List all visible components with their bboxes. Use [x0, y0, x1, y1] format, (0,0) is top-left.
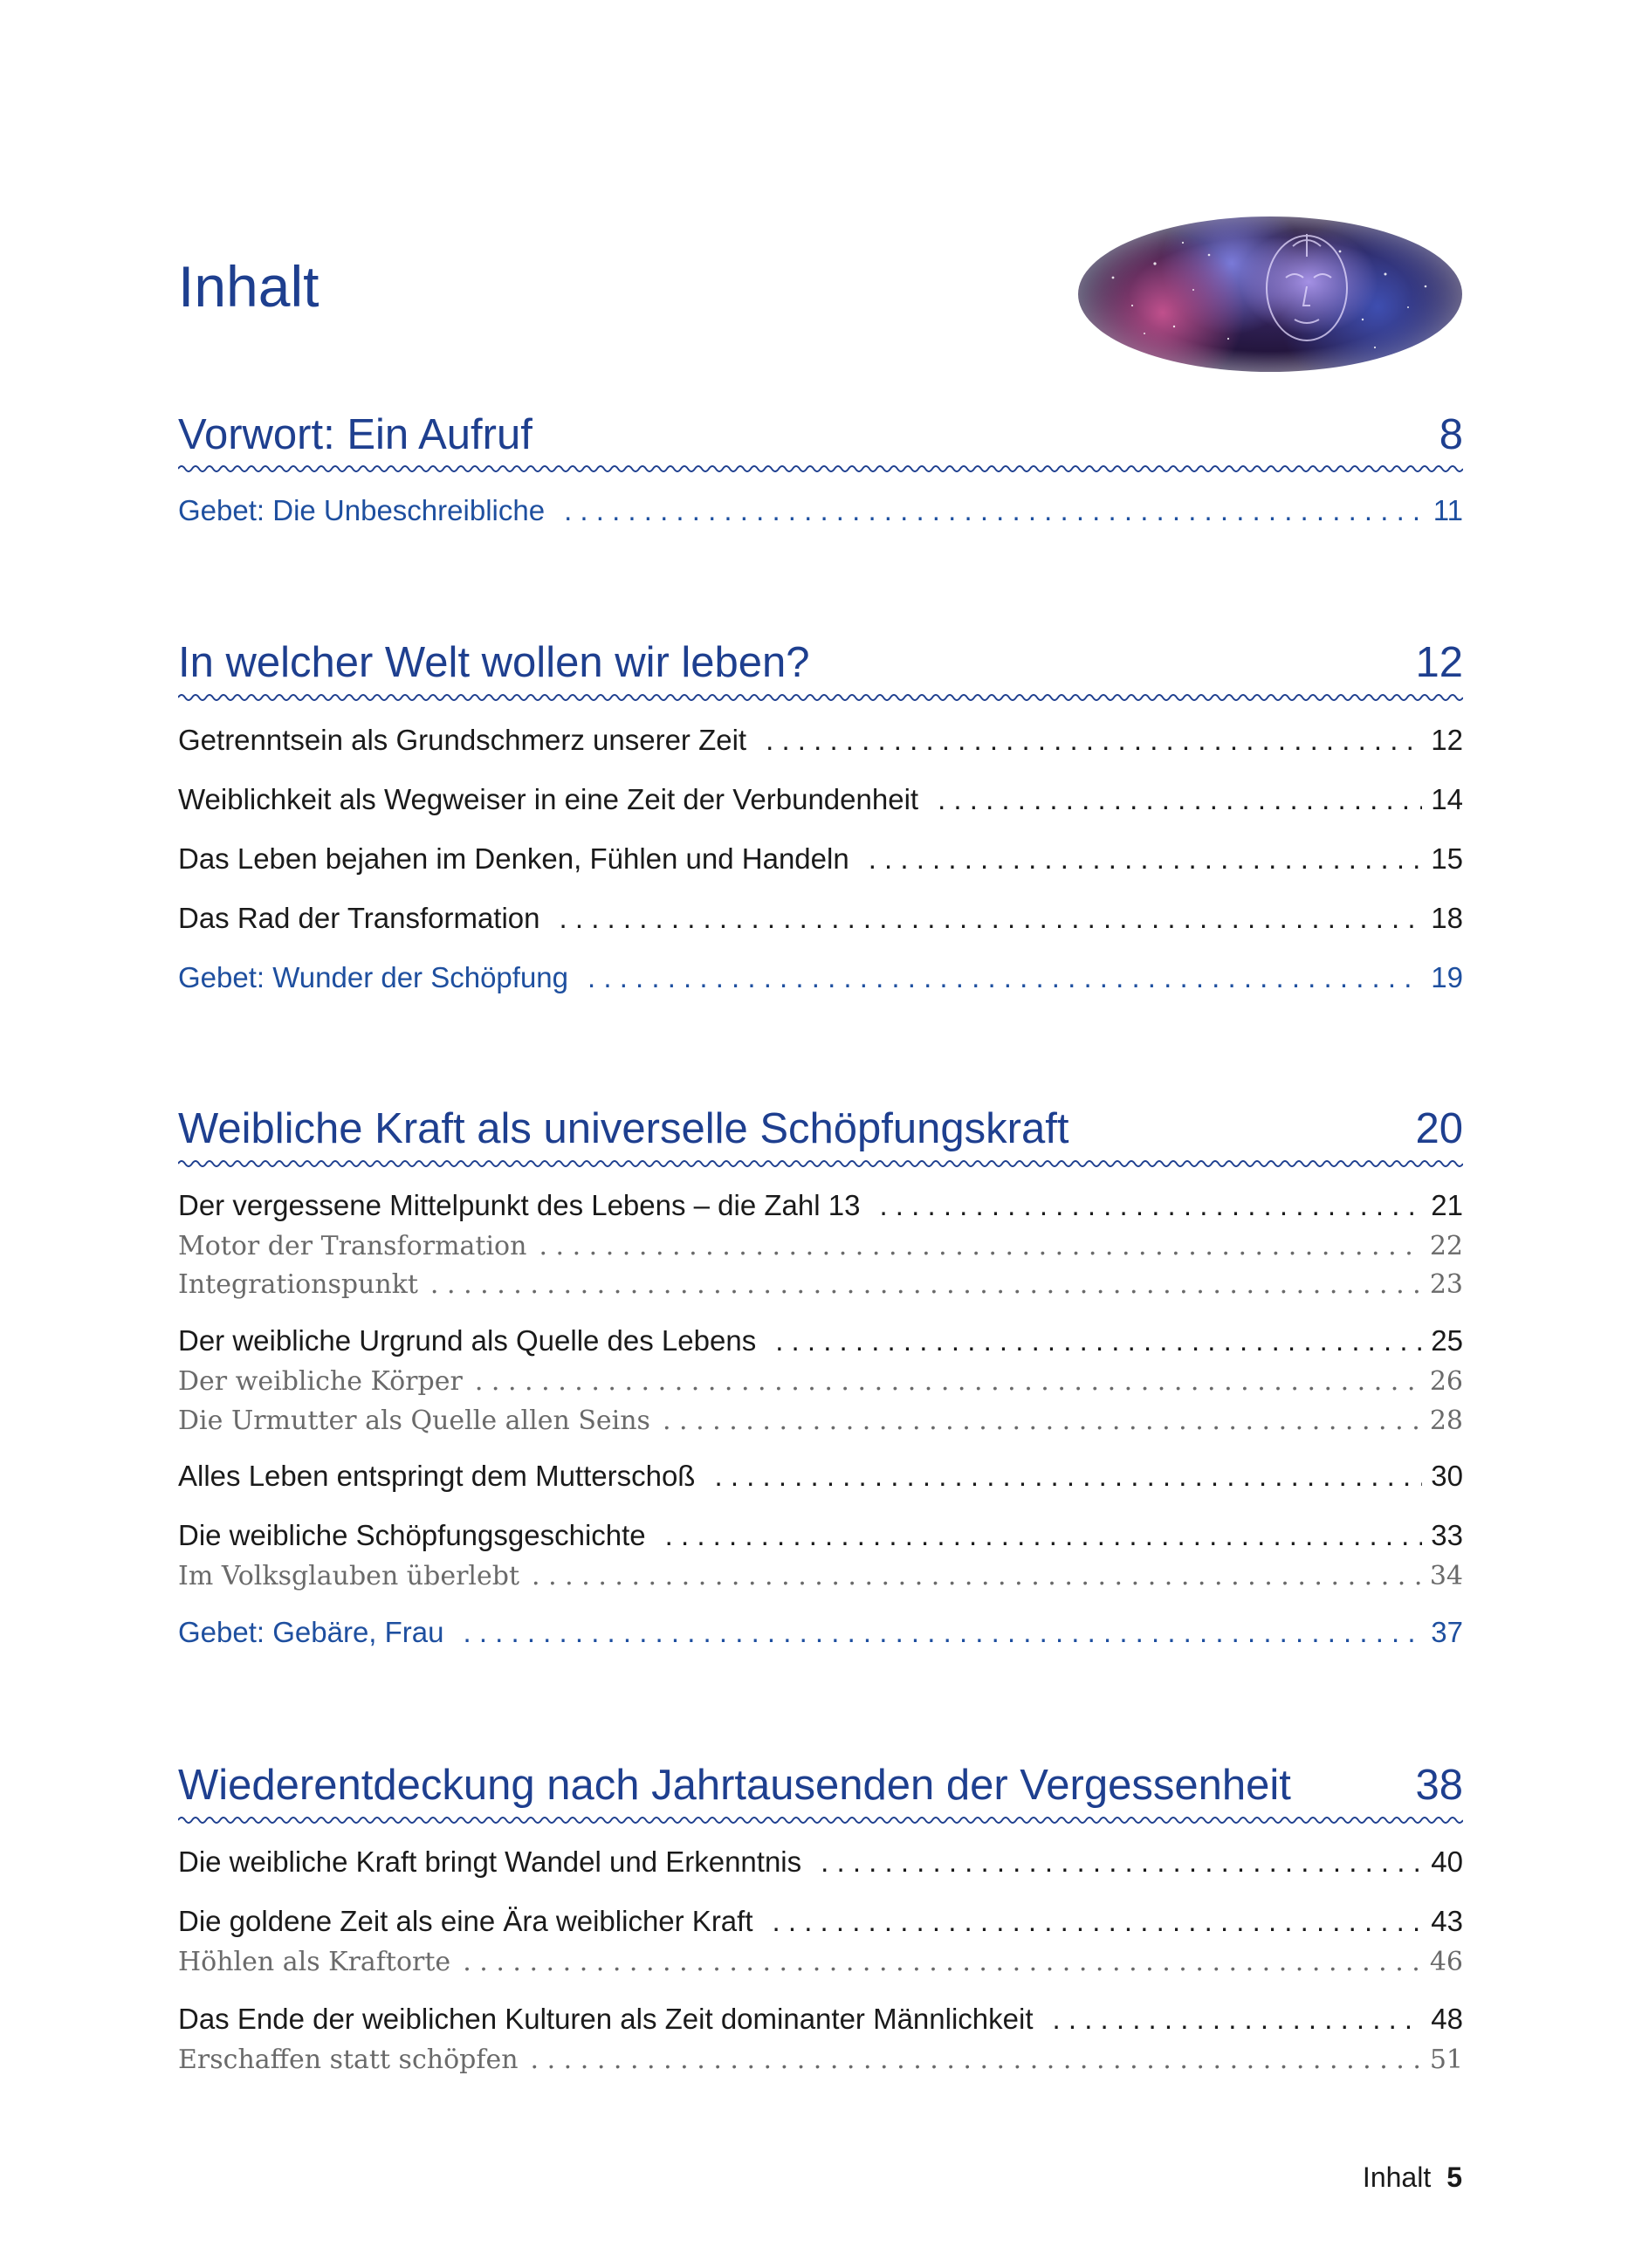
entry-page: 26 — [1429, 1366, 1463, 1397]
toc-subentry[interactable] — [178, 1366, 1463, 1397]
dot-leader — [938, 785, 1422, 814]
toc-entry[interactable] — [178, 2003, 1463, 2036]
toc-chapter[interactable] — [178, 1104, 1463, 1153]
entry-page: 46 — [1429, 1947, 1463, 1977]
entry-page: 18 — [1431, 902, 1463, 934]
toc-subentry[interactable] — [178, 1405, 1463, 1436]
dot-leader — [560, 904, 1423, 932]
dot-leader — [587, 963, 1422, 992]
chapter-title: Weibliche Kraft als universelle Schöpfungskraft — [178, 1105, 1069, 1152]
dot-leader — [821, 1847, 1422, 1876]
page-footer — [1363, 2161, 1462, 2194]
entry-title: Das Rad der Transformation — [178, 902, 540, 934]
entry-page: 51 — [1429, 2045, 1463, 2075]
entry-page: 33 — [1431, 1519, 1463, 1551]
entry-page: 15 — [1431, 842, 1463, 875]
footer-label: Inhalt — [1362, 2161, 1432, 2193]
entry-page: 43 — [1431, 1905, 1463, 1937]
dot-leader — [775, 1326, 1422, 1355]
entry-page: 28 — [1429, 1405, 1463, 1436]
cosmic-face-illustration — [1078, 216, 1462, 372]
chapter-page: 12 — [1415, 639, 1463, 686]
toc-entry[interactable] — [178, 1189, 1463, 1222]
toc-entry[interactable] — [178, 842, 1463, 876]
dot-leader — [773, 1907, 1423, 1935]
dot-leader — [532, 1564, 1421, 1590]
toc-chapter[interactable] — [178, 638, 1463, 687]
entry-title: Alles Leben entspringt dem Mutterschoß — [178, 1460, 696, 1492]
entry-page: 40 — [1431, 1845, 1463, 1878]
wave-divider — [178, 1158, 1463, 1170]
entry-title: Weiblichkeit als Wegweiser in eine Zeit der Verbundenheit — [178, 783, 919, 815]
entry-page: 37 — [1431, 1616, 1463, 1648]
entry-title: Integrationspunkt — [178, 1269, 418, 1300]
entry-title: Das Leben bejahen im Denken, Fühlen und Handeln — [178, 842, 849, 875]
entry-title: Der weibliche Urgrund als Quelle des Lebens — [178, 1324, 757, 1357]
toc-chapter[interactable] — [178, 410, 1463, 459]
entry-title: Getrenntsein als Grundschmerz unserer Zeit — [178, 724, 747, 756]
dot-leader — [463, 1949, 1421, 1976]
entry-title: Gebet: Gebäre, Frau — [178, 1616, 444, 1648]
wave-line — [178, 1161, 1463, 1166]
dot-leader — [531, 2047, 1421, 2073]
toc-prayer[interactable] — [178, 1616, 1463, 1649]
dot-leader — [869, 844, 1423, 873]
chapter-title: In welcher Welt wollen wir leben? — [178, 639, 810, 686]
chapter-page: 8 — [1439, 411, 1463, 458]
dot-leader — [430, 1272, 1421, 1298]
entry-title: Motor der Transformation — [178, 1231, 527, 1261]
entry-page: 25 — [1431, 1324, 1463, 1357]
entry-title: Gebet: Die Unbeschreibliche — [178, 494, 546, 526]
toc-entry[interactable] — [178, 783, 1463, 816]
toc-entry[interactable] — [178, 902, 1463, 935]
dot-leader — [879, 1191, 1422, 1220]
entry-page: 22 — [1429, 1231, 1463, 1261]
entry-title: Der weibliche Körper — [178, 1366, 463, 1397]
page-number: 5 — [1446, 2161, 1462, 2193]
chapter-page: 38 — [1415, 1762, 1463, 1809]
dot-leader — [539, 1234, 1420, 1260]
toc-subentry[interactable] — [178, 1231, 1463, 1261]
wave-line — [178, 1818, 1463, 1823]
dot-leader — [766, 725, 1422, 754]
toc-prayer[interactable] — [178, 961, 1463, 994]
dot-leader — [475, 1369, 1421, 1395]
entry-title: Gebet: Wunder der Schöpfung — [178, 961, 569, 993]
toc-subentry[interactable] — [178, 1561, 1463, 1591]
entry-title: Die weibliche Schöpfungsgeschichte — [178, 1519, 646, 1551]
toc-chapter[interactable] — [178, 1761, 1463, 1810]
entry-page: 12 — [1431, 724, 1463, 756]
toc-entry[interactable] — [178, 1905, 1463, 1938]
toc-entry[interactable] — [178, 1460, 1463, 1493]
toc-entry[interactable] — [178, 1519, 1463, 1552]
chapter-page: 20 — [1415, 1105, 1463, 1152]
entry-title: Die weibliche Kraft bringt Wandel und Erkenntnis — [178, 1845, 802, 1878]
dot-leader — [1053, 2004, 1423, 2033]
entry-page: 30 — [1431, 1460, 1463, 1492]
entry-title: Im Volksglauben überlebt — [178, 1561, 520, 1591]
entry-title: Die Urmutter als Quelle allen Seins — [178, 1405, 650, 1436]
entry-page: 21 — [1431, 1189, 1463, 1221]
entry-title: Das Ende der weiblichen Kulturen als Zeit dominanter Männlichkeit — [178, 2003, 1034, 2035]
dot-leader — [714, 1461, 1422, 1490]
dot-leader — [564, 496, 1425, 525]
entry-page: 34 — [1429, 1561, 1463, 1591]
toc-entry[interactable] — [178, 724, 1463, 757]
entry-title: Die goldene Zeit als eine Ära weiblicher Kraft — [178, 1905, 753, 1937]
dot-leader — [464, 1618, 1423, 1646]
wave-divider — [178, 691, 1463, 704]
entry-page: 19 — [1431, 961, 1463, 993]
dot-leader — [663, 1408, 1421, 1434]
toc-prayer[interactable] — [178, 494, 1463, 527]
entry-page: 23 — [1429, 1269, 1463, 1300]
entry-title: Erschaffen statt schöpfen — [178, 2045, 519, 2075]
entry-title: Der vergessene Mittelpunkt des Lebens – die Zahl 13 — [178, 1189, 861, 1221]
toc-entry[interactable] — [178, 1845, 1463, 1879]
dot-leader — [665, 1521, 1423, 1550]
chapter-title: Wiederentdeckung nach Jahrtausenden der Vergessenheit — [178, 1762, 1291, 1809]
toc-subentry[interactable] — [178, 1269, 1463, 1300]
entry-page: 14 — [1431, 783, 1463, 815]
toc-subentry[interactable] — [178, 2045, 1463, 2075]
wave-line — [178, 466, 1463, 471]
toc-entry[interactable] — [178, 1324, 1463, 1357]
entry-title: Höhlen als Kraftorte — [178, 1947, 451, 1977]
entry-page: 11 — [1433, 494, 1463, 526]
chapter-title: Vorwort: Ein Aufruf — [178, 411, 532, 458]
wave-divider — [178, 1814, 1463, 1826]
entry-page: 48 — [1431, 2003, 1463, 2035]
page-title: Inhalt — [178, 254, 319, 319]
wave-line — [178, 695, 1463, 700]
toc-subentry[interactable] — [178, 1947, 1463, 1977]
wave-divider — [178, 463, 1463, 475]
